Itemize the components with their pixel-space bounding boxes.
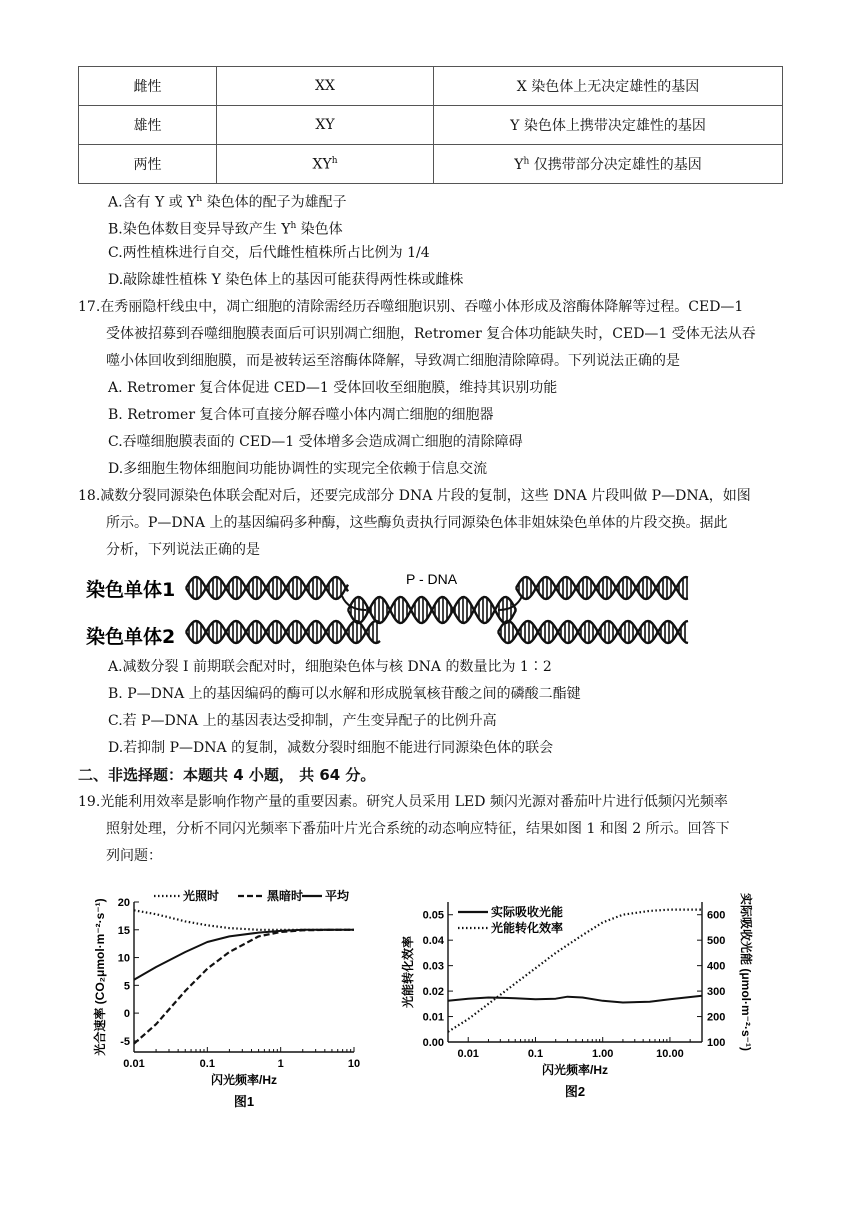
- option-text: A.含有 Y 或 Y: [108, 194, 197, 211]
- option-text: B.染色体数目变异导致产生 Y: [108, 221, 291, 238]
- x-tick-label: 1: [277, 1058, 284, 1070]
- genotype-sup: h: [331, 155, 338, 166]
- pdna-label: P - DNA: [406, 571, 458, 587]
- legend-label: 实际吸收光能: [491, 905, 564, 919]
- table-row: [79, 67, 783, 106]
- table-row: [79, 106, 783, 145]
- sex-determination-table: [78, 66, 783, 184]
- table-cell-sex: 雌性: [79, 67, 217, 106]
- chart-figure-2: [400, 880, 760, 1112]
- option-text: 染色体: [296, 221, 343, 238]
- note-text-rest: 仅携带部分决定雄性的基因: [529, 157, 702, 173]
- y-tick-label-right: 500: [707, 935, 726, 948]
- option-text: 染色体的配子为雄配子: [202, 194, 347, 211]
- legend-label: 光照时: [183, 889, 220, 903]
- q18-option-b: B. P—DNA 上的基因编码的酶可以水解和形成脱氧核苷酸之间的磷酸二酯键: [108, 686, 581, 702]
- q17-option-c: C.吞噬细胞膜表面的 CED—1 受体增多会造成凋亡细胞的清除障碍: [108, 434, 523, 450]
- q19-stem-line: 照射处理，分析不同闪光频率下番茄叶片光合系统的动态响应特征，结果如图 1 和图 2 所示。回答下: [106, 821, 730, 837]
- chromatid-2-label: 染色单体2: [86, 626, 176, 648]
- y-tick-label: 20: [117, 897, 130, 909]
- series-line: [134, 910, 354, 930]
- genotype-text: XY: [312, 156, 332, 173]
- table-cell-genotype: XY: [217, 106, 434, 145]
- q17-option-a: A. Retromer 复合体促进 CED—1 受体回收至细胞膜，维持其识别功能: [108, 380, 558, 396]
- q17-option-d: D.多细胞生物体细胞间功能协调性的实现完全依赖于信息交流: [108, 461, 488, 477]
- q17-stem-line: 噬小体回收到细胞膜，而是被转运至溶酶体降解，导致凋亡细胞清除障碍。下列说法正确的是: [106, 353, 680, 369]
- y-tick-label-right: 100: [707, 1037, 726, 1049]
- x-axis-label: 闪光频率/Hz: [541, 1063, 609, 1077]
- series-line: [134, 930, 354, 980]
- q17-option-b: B. Retromer 复合体可直接分解吞噬小体内凋亡细胞的细胞器: [108, 407, 494, 423]
- series-line: [448, 996, 702, 1003]
- q19-stem-line: 列问题：: [106, 848, 162, 864]
- y-tick-label: -5: [120, 1035, 130, 1048]
- note-sup: h: [523, 156, 530, 167]
- table-cell-genotype: XX: [217, 67, 434, 106]
- table-cell-genotype: [217, 145, 434, 184]
- table-cell-note: X 染色体上无决定雄性的基因: [434, 67, 783, 106]
- x-tick-label: 0.01: [123, 1058, 145, 1070]
- chart-title: 图2: [564, 1084, 586, 1099]
- chromatid-1-label: 染色单体1: [86, 579, 176, 601]
- y-tick-label: 0.02: [422, 986, 444, 999]
- table-cell-note: Y 染色体上携带决定雄性的基因: [434, 106, 783, 145]
- chart-figure-1: [88, 880, 378, 1112]
- y-tick-label: 10: [117, 952, 130, 965]
- q18-stem-line: 所示。P—DNA 上的基因编码多种酶，这些酶负责执行同源染色体非姐妹染色单体的片段交换。据此: [106, 515, 728, 531]
- q18-option-c: C.若 P—DNA 上的基因表达受抑制，产生变异配子的比例升高: [108, 713, 497, 729]
- y-tick-label-right: 300: [707, 986, 726, 999]
- option-sup: h: [290, 221, 297, 231]
- y-tick-label: 0: [123, 1008, 130, 1021]
- table-cell-note: [434, 145, 783, 184]
- x-tick-label: 0.1: [527, 1048, 544, 1060]
- note-text: Y: [514, 157, 524, 173]
- q16-option-a: [108, 189, 347, 213]
- y-tick-label: 0.00: [422, 1037, 444, 1049]
- y-axis-label-right: 实际吸收光能 (μmol·m⁻²·s⁻¹): [739, 893, 753, 1051]
- y-tick-label: 0.01: [422, 1011, 444, 1024]
- x-tick-label: 0.01: [457, 1048, 479, 1060]
- table-row: [79, 145, 783, 184]
- y-tick-label: 0.05: [422, 909, 444, 922]
- pdna-figure: [80, 566, 700, 656]
- q16-option-c: C.两性植株进行自交，后代雌性植株所占比例为 1/4: [108, 245, 430, 261]
- x-axis-label: 闪光频率/Hz: [210, 1073, 278, 1087]
- x-tick-label: 0.1: [199, 1058, 215, 1070]
- legend-label: 平均: [325, 889, 350, 903]
- section-heading: 二、非选择题：本题共 4 小题， 共 64 分。: [78, 766, 376, 784]
- q18-stem-line: 分析，下列说法正确的是: [106, 542, 260, 558]
- chromatid-2-helix: [186, 621, 688, 643]
- series-line: [134, 930, 354, 1044]
- option-sup: h: [196, 194, 203, 204]
- q17-stem-line: 受体被招募到吞噬细胞膜表面后可识别凋亡细胞，Retromer 复合体功能缺失时，CED—1 受体无法从吞: [106, 326, 756, 342]
- table-cell-sex: 两性: [79, 145, 217, 184]
- y-tick-label: 0.04: [422, 935, 444, 948]
- q16-option-b: [108, 216, 343, 240]
- q19-stem-line: 19.光能利用效率是影响作物产量的重要因素。研究人员采用 LED 频闪光源对番茄叶片进行低频闪光频率: [78, 794, 728, 810]
- y-tick-label: 0.03: [422, 960, 444, 973]
- q17-stem-line: 17.在秀丽隐杆线虫中，凋亡细胞的清除需经历吞噬细胞识别、吞噬小体形成及溶酶体降解等过程。CED—1: [78, 299, 744, 315]
- y-tick-label: 15: [117, 924, 130, 937]
- y-axis-label: 光能转化效率: [401, 935, 415, 1009]
- legend-label: 黑暗时: [267, 889, 304, 903]
- y-axis-label: 光合速率 (CO₂μmol·m⁻²·s⁻¹): [93, 898, 107, 1056]
- x-tick-label: 1.00: [591, 1048, 614, 1060]
- q16-option-d: D.敲除雄性植株 Y 染色体上的基因可能获得两性株或雌株: [108, 272, 464, 288]
- q18-stem-line: 18.减数分裂同源染色体联会配对后，还要完成部分 DNA 片段的复制，这些 DNA 片段叫做 P—DNA，如图: [78, 488, 751, 504]
- legend-label: 光能转化效率: [491, 921, 564, 935]
- x-tick-label: 10.00: [656, 1048, 684, 1060]
- x-tick-label: 10: [347, 1058, 361, 1070]
- q18-option-a: A.减数分裂 I 前期联会配对时，细胞染色体与核 DNA 的数量比为 1∶2: [108, 659, 552, 675]
- y-tick-label: 5: [123, 980, 130, 993]
- chart-title: 图1: [233, 1094, 255, 1109]
- y-tick-label-right: 400: [707, 960, 726, 973]
- q18-option-d: D.若抑制 P—DNA 的复制，减数分裂时细胞不能进行同源染色体的联会: [108, 740, 554, 756]
- y-tick-label-right: 600: [707, 909, 726, 922]
- table-cell-sex: 雄性: [79, 106, 217, 145]
- y-tick-label-right: 200: [707, 1011, 726, 1024]
